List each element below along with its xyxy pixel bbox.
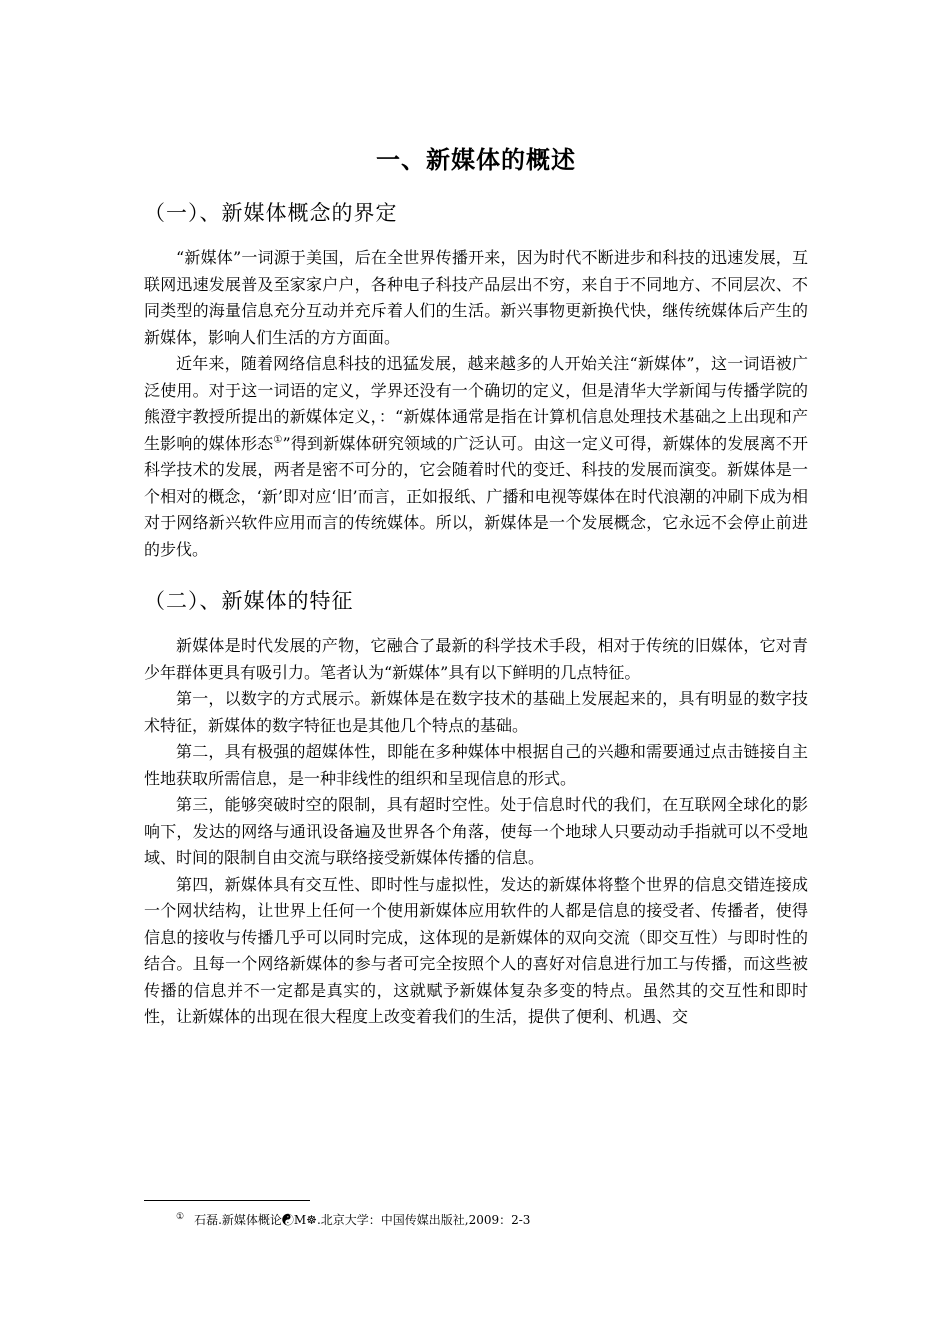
section-heading: （一）、新媒体概念的界定 bbox=[144, 201, 398, 225]
paragraph: 新媒体是时代发展的产物，它融合了最新的科学技术手段，相对于传统的旧媒体，它对青少年群体更具有吸引力。笔者认为“新媒体”具有以下鲜明的几点特征。 bbox=[144, 636, 808, 682]
paragraph-text: 近年来，随着网络信息科技的迅猛发展，越来越多的人开始关注“新媒体”，这一词语被广泛使用。对于这一词语的定义，学界还没有一个确切的定义，但是清华大学新闻与传播学院的熊澄宇教授所提出的新媒体定义，：“新媒体通常是指在计算机信息处理技术基础之上出现和产生影响的媒体形态 bbox=[144, 354, 808, 453]
section-concept bbox=[144, 197, 808, 563]
footnote-text: 石磊.新媒体概论☯M☸.北京大学：中国传媒出版社,2009：2-3 bbox=[194, 1213, 531, 1227]
section-heading: （二）、新媒体的特征 bbox=[144, 589, 354, 613]
footnote bbox=[144, 1209, 808, 1228]
paragraph: 第四，新媒体具有交互性、即时性与虚拟性，发达的新媒体将整个世界的信息交错连接成一个网状结构，让世界上任何一个使用新媒体应用软件的人都是信息的接受者、传播者，使得信息的接收与传播几乎可以同时完成，这体现的是新媒体的双向交流（即交互性）与即时性的结合。且每一个网络新媒体的参与者可完全按照个人的喜好对信息进行加工与传播，而这些被传播的信息并不一定都是真实的，这就赋予新媒体复杂多变的特点。虽然其的交互性和即时性，让新媒体的出现在很大程度上改变着我们的生活，提供了便利、机遇、交 bbox=[144, 874, 808, 1026]
section-features bbox=[144, 585, 808, 1031]
paragraph: 第三，能够突破时空的限制，具有超时空性。处于信息时代的我们，在互联网全球化的影响下，发达的网络与通讯设备遍及世界各个角落，使每一个地球人只要动动手指就可以不受地域、时间的限制自由交流与联络接受新媒体传播的信息。 bbox=[144, 795, 808, 867]
footnote-area bbox=[144, 1200, 808, 1228]
footnote-divider bbox=[144, 1200, 310, 1201]
page-title: 一、新媒体的概述 bbox=[376, 146, 576, 174]
paragraph: “新媒体”一词源于美国，后在全世界传播开来，因为时代不断进步和科技的迅速发展，互联网迅速发展普及至家家户户，各种电子科技产品层出不穷，来自于不同地方、不同层次、不同类型的海量信息充分互动并充斥着人们的生活。新兴事物更新换代快，继传统媒体后产生的新媒体，影响人们生活的方方面面。 bbox=[144, 248, 808, 347]
document-body bbox=[144, 140, 808, 1031]
paragraph: 第一，以数字的方式展示。新媒体是在数字技术的基础上发展起来的，具有明显的数字技术特征，新媒体的数字特征也是其他几个特点的基础。 bbox=[144, 689, 808, 735]
footnote-marker: ① bbox=[176, 1212, 185, 1222]
paragraph-text: ”得到新媒体研究领域的广泛认可。由这一定义可得，新媒体的发展离不开科学技术的发展，两者是密不可分的，它会随着时代的变迁、科技的发展而演变。新媒体是一个相对的概念，‘新’即对应‘旧’而言，正如报纸、广播和电视等媒体在时代浪潮的冲刷下成为相对于网络新兴软件应用而言的传统媒体。所以，新媒体是一个发展概念，它永远不会停止前进的步伐。 bbox=[144, 433, 808, 559]
paragraph-with-footnote bbox=[144, 351, 808, 563]
footnote-reference: ① bbox=[273, 434, 283, 446]
paragraph: 第二，具有极强的超媒体性，即能在多种媒体中根据自己的兴趣和需要通过点击链接自主性地获取所需信息，是一种非线性的组织和呈现信息的形式。 bbox=[144, 742, 808, 788]
